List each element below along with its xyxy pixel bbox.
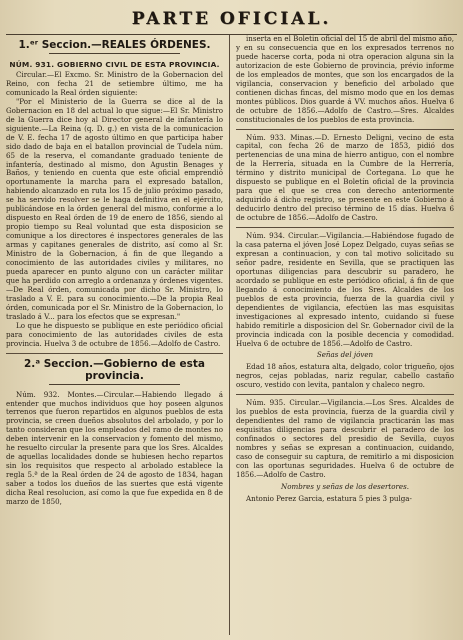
article-931-heading: NÚM. 931. GOBIERNO CIVIL DE ESTA PROVINCIA. <box>9 60 220 69</box>
article-934-para: Núm. 934. Circular.—Vigilancia.—Habiéndose fugado de la casa paterna el jóven José Lopez Delgado, cuyas señas se expresan a continuacion, y con tal motivo solicitado su señor padre, residente en Sevilla, que se practiquen las oportunas diligencias para descubrir su paradero, he acordado se publique en este periódico oficial, á fin de que llegando á conocimiento de los Sres. Alcaldes de los pueblos de esta provincia, fuerza de la guardia civil y dependientes de vigilancia, efectúen las mas esquisitas investigaciones al expresado intento, cuidando si fuese habido remitirle a disposicion del Sr. Gobernador civil de la provincia indicada con la posible decencia y comodidad. Huelva 6 de octubre de 1856.—Adolfo de Castro. <box>236 231 454 348</box>
section-rule <box>49 53 179 54</box>
article-931-para-3: Lo que he dispuesto se publique en este periódico oficial para conocimiento de las autoridades civiles de esta provincia. Huelva 3 de octubre de 1856.—Adolfo de Castro. <box>6 320 223 348</box>
continuation-para: inserta en el Boletin oficial del 15 de abril del mismo año, y en su consecuencia que en los expresados terrenos no puede hacerse corta, poda ni otra operacion alguna sin la autorizacion de este Gobierno de provincia, prévio informe de los empleados de montes, que son los encargados de la vigilancia, conservacion y beneficio del arbolado que contienen dichas fincas, del mismo modo que en los demas montes públicos. Dios guarde á VV. muchos años. Huelva 6 de octubre de 1856.—Adolfo de Castro.—Sres. Alcaldes constitucionales de los pueblos de esta provincia. <box>236 35 454 124</box>
divider <box>6 353 223 354</box>
article-935-para: Núm. 935. Circular.—Vigilancia.—Los Sres. Alcaldes de los pueblos de esta provincia, fuerza de la guardia civil y dependientes del ramo de vigilancia practicarán las mas esquisitas diligencias para descubrir el paradero de los confinados o sectores del presidio de Sevilla, cuyos nombres y señas se expresan a continuacion, cuidando, caso de conseguir su captura, de remitirlo a mi disposicion con las oportunas seguridades. Huelva 6 de octubre de 1856.—Adolfo de Castro. <box>236 398 454 479</box>
section-1-heading: 1.ᵉʳ Seccion.—REALES ÓRDENES. <box>18 39 211 51</box>
article-932-para: Núm. 932. Montes.—Circular.—Habiendo llegado á entender que muchos individuos que hoy poseen algunos terrenos que fueron repartidos en algunos pueblos de esta provincia, se creen dueños absolutos del arbolado, y por lo tanto consideran que los empleados del ramo de montes no deben intervenir en la conservacion y fomento del mismo, he resuelto circular la presente para que los Sres. Alcaldes de aquellas localidades donde se hubiesen hecho repartos sin los requisitos que respecto al arbolado establece la regla 5.ª de la Real órden de 24 de agosto de 1834, hagan saber a todos los dueños de las suertes que está vigente dicha Real resolucion, así como la que fue expedida en 8 de marzo de 1850, <box>6 389 223 506</box>
divider <box>236 129 454 130</box>
columns <box>6 35 457 635</box>
divider <box>236 227 454 228</box>
desertores-title: Nombres y señas de los desertores. <box>280 481 410 491</box>
left-column <box>6 35 230 635</box>
article-931-para-1: Circular.—El Excmo. Sr. Ministro de la Gobernacion del Reino, con fecha 21 de setiembre último, me ha comunicado la Real órden siguiente: <box>6 70 223 97</box>
senas-title: Señas del jóven <box>316 350 374 360</box>
divider <box>236 394 454 395</box>
section-rule <box>49 384 179 385</box>
masthead-title: PARTE OFICIAL. <box>131 9 332 29</box>
masthead <box>6 4 457 35</box>
senas-text: Edad 18 años, estatura alta, delgado, color trigueño, ojos negros, cejas pobladas, nariz regular, cabello castaño oscuro, vestido con levita, pantalon y chaleco negro. <box>236 362 454 390</box>
article-933-para: Núm. 933. Minas.—D. Ernesto Deligni, vecino de esta capital, con fecha 26 de marzo de 1853, pidió dos pertenencias de una mina de hierro antiguo, con el nombre de la Herrería, situada en la Cumbre de la Herrería, término y distrito municipal de Cortegana. Lo que he dispuesto se publique en el Boletín oficial de la provincia para que el que se crea con derecho anteriormente adquirido á dicho registro, se presente en este Gobierno á deducirlo dentro del preciso término de 15 días. Huelva 6 de octubre de 1856.—Adolfo de Castro. <box>236 132 454 223</box>
desertores-first: Antonio Perez Garcia, estatura 5 pies 3 pulga- <box>246 493 412 503</box>
right-column <box>230 35 454 635</box>
section-2-heading: 2.ᵃ Seccion.—Gobierno de esta provincia. <box>23 357 206 382</box>
article-931-para-2: "Por el Ministerio de la Guerra se dice al de la Gobernacion en 18 del actual lo que sigue:—El Sr. Ministro de la Guerra dice hoy al Director general de infantería lo siguiente.—La Reina (q. D. g.) en vista de la comunicacion de V. E. fecha 17 de agosto último en que participa haber sido dado de baja en el batallon provincial de Tudela núm. 65 de la reserva, el comandante graduado teniente de infantería, destinado al mismo, don Agustin Benages y Baños, y teniendo en cuenta que este oficial emprendió oportunamente la marcha para el expresado batallon, habiendo alcanzado en ruta los 15 de julio próximo pasado, se ha servido resolver se le haga definitiva en el ejército, publicándose en la órden general del mismo, conforme a lo dispuesto en Real órden de 19 de enero de 1856, siendo al propio tiempo su Real voluntad que esta disposicion se comunique a los directores é inspectores generales de las armas y capitanes generales de distrito, así como al Sr. Ministro de la Gobernacion, á fin de que llegando a conocimiento de las autoridades civiles y militares, no pueda aparecer en punto alguno con un carácter militar que ha perdido con arreglo a ordenanza y órdenes vigentes.—De Real órden, comunicada por dicho Sr. Ministro, lo traslado a V. E. para su conocimiento.—De la propia Real órden, comunicada por el Sr. Ministro de la Gobernacion, lo traslado á V... para los efectos que se expresan." <box>6 96 223 321</box>
